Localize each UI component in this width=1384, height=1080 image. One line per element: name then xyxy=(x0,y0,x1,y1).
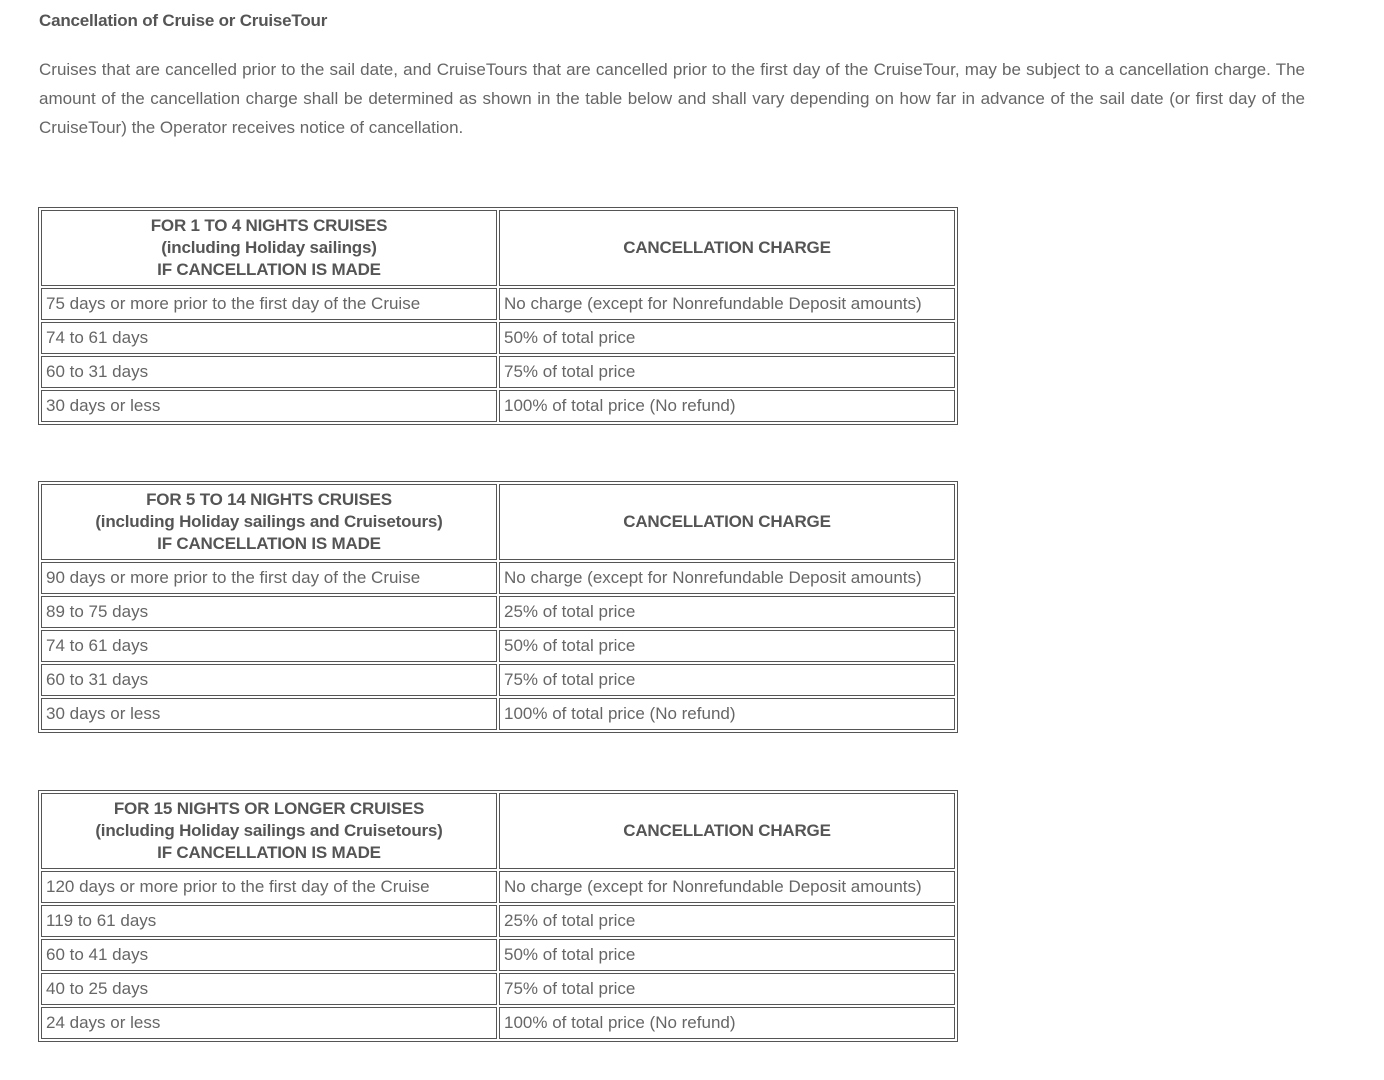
header-nights-cell xyxy=(41,210,497,286)
charge-cell: 100% of total price (No refund) xyxy=(499,698,955,730)
header-line: FOR 15 NIGHTS OR LONGER CRUISES xyxy=(113,799,425,818)
header-line: FOR 1 TO 4 NIGHTS CRUISES xyxy=(150,216,388,235)
table-row xyxy=(41,939,955,971)
table-header-row xyxy=(41,793,955,869)
days-cell: 119 to 61 days xyxy=(41,905,497,937)
charge-cell: No charge (except for Nonrefundable Deposit amounts) xyxy=(499,871,955,903)
cancellation-table-5-to-14-nights xyxy=(38,481,958,733)
header-nights-cell xyxy=(41,484,497,560)
table-row xyxy=(41,322,955,354)
days-cell: 75 days or more prior to the first day of the Cruise xyxy=(41,288,497,320)
days-cell: 30 days or less xyxy=(41,698,497,730)
table-row xyxy=(41,356,955,388)
table-row xyxy=(41,288,955,320)
page-title: Cancellation of Cruise or CruiseTour xyxy=(39,11,328,30)
table-row xyxy=(41,973,955,1005)
intro-paragraph: Cruises that are cancelled prior to the sail date, and CruiseTours that are cancelled prior to the first day of the CruiseTour, may be subject to a cancellation charge. The amount of the cancellation charge shall be determined as shown in the table below and shall vary depending on how far in advance of the sail date (or first day of the CruiseTour) the Operator receives notice of cancellation. xyxy=(39,60,1305,137)
days-cell: 40 to 25 days xyxy=(41,973,497,1005)
table-row xyxy=(41,562,955,594)
table-row xyxy=(41,698,955,730)
charge-cell: No charge (except for Nonrefundable Deposit amounts) xyxy=(499,288,955,320)
days-cell: 24 days or less xyxy=(41,1007,497,1039)
charge-cell: 75% of total price xyxy=(499,664,955,696)
table-header-row xyxy=(41,210,955,286)
header-line: FOR 5 TO 14 NIGHTS CRUISES xyxy=(146,490,392,509)
days-cell: 30 days or less xyxy=(41,390,497,422)
days-cell: 60 to 31 days xyxy=(41,356,497,388)
charge-cell: No charge (except for Nonrefundable Deposit amounts) xyxy=(499,562,955,594)
header-charge-cell: CANCELLATION CHARGE xyxy=(499,484,955,560)
header-line: (including Holiday sailings) xyxy=(161,238,377,257)
charge-cell: 50% of total price xyxy=(499,630,955,662)
table-row xyxy=(41,596,955,628)
header-line: (including Holiday sailings and Cruisetours) xyxy=(95,512,443,531)
charge-cell: 75% of total price xyxy=(499,973,955,1005)
days-cell: 74 to 61 days xyxy=(41,630,497,662)
header-line: IF CANCELLATION IS MADE xyxy=(157,260,381,279)
days-cell: 74 to 61 days xyxy=(41,322,497,354)
table-row xyxy=(41,630,955,662)
charge-cell: 25% of total price xyxy=(499,905,955,937)
table-row xyxy=(41,1007,955,1039)
days-cell: 60 to 31 days xyxy=(41,664,497,696)
header-line: IF CANCELLATION IS MADE xyxy=(157,534,381,553)
header-charge-cell: CANCELLATION CHARGE xyxy=(499,793,955,869)
header-line: (including Holiday sailings and Cruisetours) xyxy=(95,821,443,840)
days-cell: 89 to 75 days xyxy=(41,596,497,628)
table-row xyxy=(41,905,955,937)
table-row xyxy=(41,664,955,696)
days-cell: 90 days or more prior to the first day of the Cruise xyxy=(41,562,497,594)
charge-cell: 100% of total price (No refund) xyxy=(499,1007,955,1039)
header-line: IF CANCELLATION IS MADE xyxy=(157,843,381,862)
days-cell: 120 days or more prior to the first day of the Cruise xyxy=(41,871,497,903)
charge-cell: 100% of total price (No refund) xyxy=(499,390,955,422)
charge-cell: 25% of total price xyxy=(499,596,955,628)
charge-cell: 50% of total price xyxy=(499,939,955,971)
header-nights-cell xyxy=(41,793,497,869)
cancellation-table-1-to-4-nights xyxy=(38,207,958,425)
table-row xyxy=(41,390,955,422)
charge-cell: 50% of total price xyxy=(499,322,955,354)
table-row xyxy=(41,871,955,903)
days-cell: 60 to 41 days xyxy=(41,939,497,971)
header-charge-cell: CANCELLATION CHARGE xyxy=(499,210,955,286)
table-header-row xyxy=(41,484,955,560)
cancellation-table-15-plus-nights xyxy=(38,790,958,1042)
charge-cell: 75% of total price xyxy=(499,356,955,388)
